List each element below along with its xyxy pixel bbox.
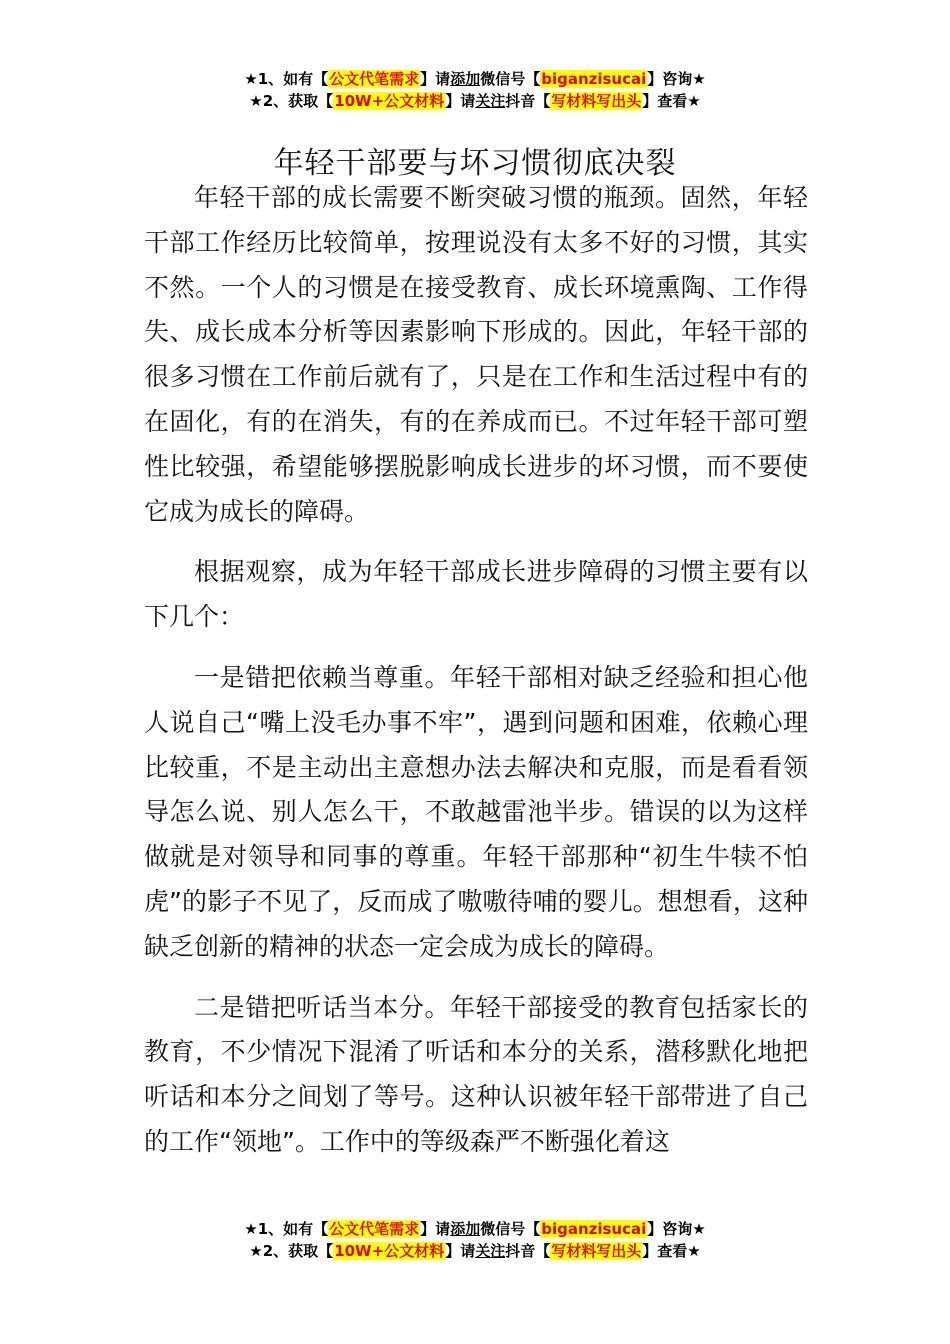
promo-highlight: 公文代笔需求 <box>329 1220 420 1238</box>
promo-line-1: ★1、如有【公文代笔需求】请添加微信号【biganzisucai】咨询★ <box>244 1220 706 1238</box>
paragraph: 根据观察，成为年轻干部成长进步障碍的习惯主要有以下几个： <box>144 557 808 632</box>
promo-highlight: 写材料写出头 <box>551 1242 642 1260</box>
promo-highlight: biganzisucai <box>541 1220 647 1238</box>
promo-line-1: ★1、如有【公文代笔需求】请添加微信号【biganzisucai】咨询★ <box>244 70 706 88</box>
promo-banner-top <box>0 68 950 112</box>
promo-line-2: ★2、获取【10W+公文材料】请关注抖音【写材料写出头】查看★ <box>249 1242 701 1260</box>
promo-line-2: ★2、获取【10W+公文材料】请关注抖音【写材料写出头】查看★ <box>249 92 701 110</box>
promo-highlight: 10W+公文材料 <box>334 92 445 110</box>
paragraph: 二是错把听话当本分。年轻干部接受的教育包括家长的教育，不少情况下混淆了听话和本分的关系，潜移默化地把听话和本分之间划了等号。这种认识被年轻干部带进了自己的工作“领地”。工作中的等级森严不断强化着这 <box>144 992 808 1156</box>
paragraph: 一是错把依赖当尊重。年轻干部相对缺乏经验和担心他人说自己“嘴上没毛办事不牢”，遇到问题和困难，依赖心理比较重，不是主动出主意想办法去解决和克服，而是看看领导怎么说、别人怎么干，不敢越雷池半步。错误的以为这样做就是对领导和同事的尊重。年轻干部那种“初生牛犊不怕虎”的影子不见了，反而成了嗷嗷待哺的婴儿。想想看，这种缺乏创新的精神的状态一定会成为成长的障碍。 <box>144 662 808 961</box>
document-body <box>144 176 808 1181</box>
promo-highlight: 写材料写出头 <box>551 92 642 110</box>
paragraph: 年轻干部的成长需要不断突破习惯的瓶颈。固然，年轻干部工作经历比较简单，按理说没有太多不好的习惯，其实不然。一个人的习惯是在接受教育、成长环境熏陶、工作得失、成长成本分析等因素影响下形成的。因此，年轻干部的很多习惯在工作前后就有了，只是在工作和生活过程中有的在固化，有的在消失，有的在养成而已。不过年轻干部可塑性比较强，希望能够摆脱影响成长进步的坏习惯，而不要使它成为成长的障碍。 <box>144 183 808 526</box>
document-title: 年轻干部要与坏习惯彻底决裂 <box>273 146 677 182</box>
promo-highlight: biganzisucai <box>541 70 647 88</box>
promo-banner-bottom <box>0 1218 950 1262</box>
promo-highlight: 公文代笔需求 <box>329 70 420 88</box>
promo-highlight: 10W+公文材料 <box>334 1242 445 1260</box>
